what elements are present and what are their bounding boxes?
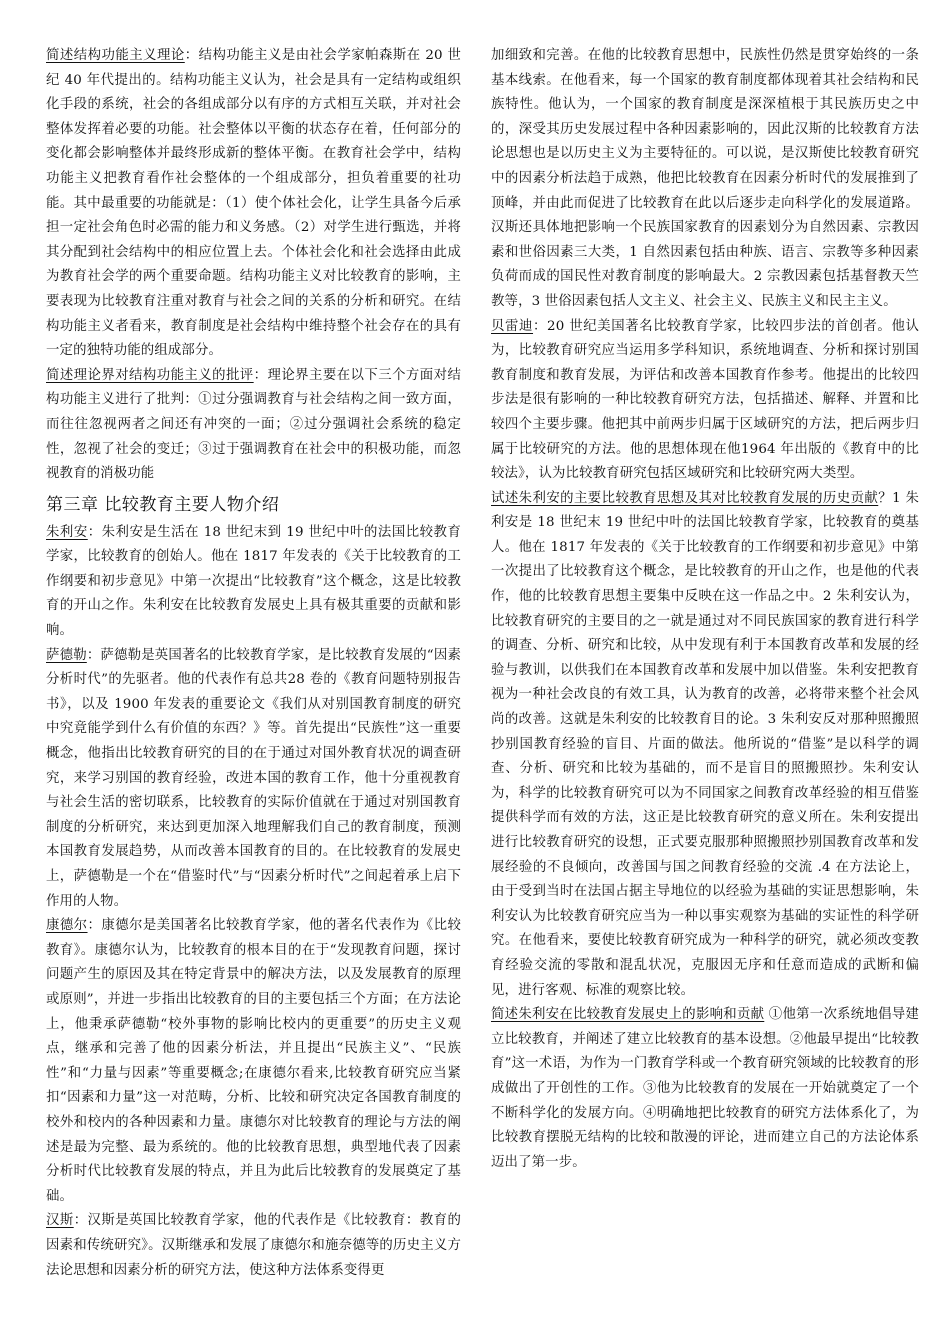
paragraph-hans-continued (491, 44, 919, 315)
paragraph-sadler (46, 644, 461, 915)
paragraph-text: ：萨德勒是英国著名的比较教育学家，是比较教育发展的“因素分析时代”的先驱者。他的代表作有总共28 卷的《教育问题特别报告书》，以及 1900 年发表的重要论文《我们从对别国教育制度的研究中究竟能学到什么有价值的东西？》等。首先提出“民族性”这一重要概念，他指出比较教育研究的目的在于通过对国外教育状况的调查研究，来学习别国的教育经验，改进本国的教育工作，他十分重视教育与社会生活的密切联系，比较教育的实际价值就在于通过对别国教育制度的分析研究，来达到更加深入地理解我们自己的教育制度，预测本国教育发展趋势，从而改善本国教育的目的。在比较教育的发展史上，萨德勒是一个在“借鉴时代”与“因素分析时代”之间起着承上启下作用的人物。 (46, 647, 462, 909)
right-column (491, 44, 919, 1344)
term-heading: 萨德勒 (46, 647, 87, 663)
paragraph-jullien-thought (491, 487, 919, 1003)
paragraph-hans (46, 1209, 461, 1283)
term-heading: 贝雷迪 (491, 318, 534, 334)
paragraph-text: ：结构功能主义是由社会学家帕森斯在 20 世纪 40 年代提出的。结构功能主义认为，社会是具有一定结构或组织化手段的系统，社会的各组成部分以有序的方式相互关联，并对社会整体发挥着必要的功能。社会整体以平衡的状态存在着，任何部分的变化都会影响整体并最终形成新的整体平衡。在教育社会学中，结构功能主义把教育看作社会整体的一个组成部分，担负着重要的社功能。其中最重要的功能就是：（1）使个体社会化，让学生具备今后承担一定社会角色时必需的能力和义务感。（2）对学生进行甄选，并将其分配到社会结构中的相应位置上去。个体社会化和社会选择由此成为教育社会学的两个重要命题。结构功能主义对比较教育的影响，主要表现为比较教育注重对教育与社会之间的关系的分析和研究。在结构功能主义者看来，教育制度是社会结构中维持整个社会存在的具有一定的独特功能的组成部分。 (46, 48, 462, 359)
paragraph-jullien-contribution (491, 1003, 919, 1175)
term-heading: 康德尔 (46, 918, 88, 934)
term-heading: 试述朱利安的主要比较教育思想及其对比较教育发展的历史贡献 (491, 490, 879, 506)
paragraph-text: ？1 朱利安是 18 世纪末 19 世纪中叶的法国比较教育学家，比较教育的奠基人。他在 1817 年发表的《关于比较教育的工作纲要和初步意见》中第一次提出了比较教育这个概念，是比较教育的开山之作，也是他的代表作，他的比较教育思想主要集中反映在这一作品之中。2 朱利安认为，比较教育研究的主要目的之一就是通过对不同民族国家的教育进行科学的调查、分析、研究和比较，从中发现有利于本国教育改革和发展的经验与教训，以供我们在本国教育改革和发展中加以借鉴。朱利安把教育视为一种社会改良的有效工具，认为教育的改善，必将带来整个社会风尚的改善。这就是朱利安的比较教育目的论。3 朱利安反对那种照搬照抄别国教育经验的盲目、片面的做法。他所说的“借鉴”是以科学的调查、分析、研究和比较为基础的，而不是盲目的照搬照抄。朱利安认为，科学的比较教育研究可以为不同国家之间教育改革经验的相互借鉴提供科学而有效的方法，这正是比较教育研究的意义所在。朱利安提出进行比较教育研究的设想，正式要克服那种照搬照抄别国教育改革和发展经验的不良倾向，改善国与国之间教育经验的交流 .4 在方法论上，由于受到当时在法国占据主导地位的以经验为基础的实证思想影响，朱利安认为比较教育研究应当为一种以事实观察为基础的实证性的科学研究。在他看来，要使比较教育研究成为一种科学的研究，就必须改变教育经验交流的零散和混乱状况，克服因无序和任意而造成的武断和偏见，进行客观、标准的观察比较。 (491, 490, 919, 998)
term-heading: 简述朱利安在比较教育发展史上的影响和贡献 (491, 1007, 765, 1023)
paragraph-text: ：汉斯是英国比较教育学家，他的代表作是《比较教育：教育的因素和传统研究》。汉斯继承和发展了康德尔和施奈德等的历史主义方法论思想和因素分析的研究方法，使这种方法体系变得更 (46, 1213, 461, 1278)
term-heading: 简述结构功能主义理论 (46, 48, 185, 63)
paragraph-bereday (491, 315, 919, 487)
chapter-title: 第三章 比较教育主要人物介绍 (46, 494, 280, 515)
paragraph-criticism (46, 364, 461, 487)
paragraph-text: 加细致和完善。在他的比较教育思想中，民族性仍然是贯穿始终的一条基本线索。在他看来，每一个国家的教育制度都体现着其社会结构和民族特性。他认为，一个国家的教育制度是深深植根于其民族历史之中的，深受其历史发展过程中各种因素影响的，因此汉斯的比较教育方法论思想也是以历史主义为主要特征的。可以说，是汉斯使比较教育研究中的因素分析法趋于成熟，他把比较教育在因素分析时代的发展推到了顶峰，并由此而促进了比较教育在此以后逐步走向科学化的发展道路。汉斯还具体地把影响一个民族国家教育的因素划分为自然因素、宗教因素和世俗因素三大类，1 自然因素包括由种族、语言、宗教等多种因素负荷而成的国民性对教育制度的影响最大。2 宗教因素包括基督教天竺教等，3 世俗因素包括人文主义、社会主义、民族主义和民主主义。 (491, 48, 919, 309)
paragraph-jullien (46, 521, 461, 644)
paragraph-kandel (46, 914, 461, 1209)
paragraph-text: ：朱利安是生活在 18 世纪末到 19 世纪中叶的法国比较教育学家，比较教育的创始人。他在 1817 年发表的《关于比较教育的工作纲要和初步意见》中第一次提出“比较教育”这个概念，这是比较教育的开山之作。朱利安在比较教育发展史上具有极其重要的贡献和影响。 (46, 524, 461, 639)
left-column (46, 44, 461, 1344)
paragraph-text: ：20 世纪美国著名比较教育学家，比较四步法的首创者。他认为，比较教育研究应当运用多学科知识，系统地调查、分析和探讨别国教育制度和教育发展，为评估和改善本国教育作参考。他提出的比较四步法是很有影响的一种比较教育研究方法，包括描述、解释、并置和比较四个主要步骤。他把其中前两步归属于区域研究的方法，把后两步归属于比较研究的方法。他的思想体现在他1964 年出版的《教育中的比较法》，认为比较教育研究包括区域研究和比较研究两大类型。 (491, 318, 919, 482)
term-heading: 朱利安 (46, 524, 88, 540)
paragraph-text: ①他第一次系统地倡导建立比较教育，并阐述了建立比较教育的基本设想。②他最早提出“比较教育”这一术语，为作为一门教育学科或一个教育研究领域的比较教育的形成做出了开创性的工作。③他为比较教育的发展在一开始就奠定了一个不断科学化的发展方向。④明确地把比较教育的研究方法体系化了，为比较教育摆脱无结构的比较和散漫的评论，进而建立自己的方法论体系迈出了第一步。 (491, 1007, 919, 1170)
term-heading: 简述理论界对结构功能主义的批评 (46, 367, 254, 383)
paragraph-structural-functionalism (46, 44, 461, 364)
paragraph-text: ：理论界主要在以下三个方面对结构功能主义进行了批判：①过分强调教育与社会结构之间一致方面，而往往忽视两者之间还有冲突的一面；②过分强调社会系统的稳定性，忽视了社会的变迁；③过于强调教育在社会中的积极功能，而忽视教育的消极功能 (46, 367, 462, 482)
paragraph-text: ：康德尔是美国著名比较教育学家，他的著名代表作为《比较教育》。康德尔认为，比较教育的根本目的在于“发现教育问题，探讨问题产生的原因及其在特定背景中的解决方法，以及发展教育的原理或原则”，并进一步指出比较教育的目的主要包括三个方面；在方法论上，他秉承萨德勒“校外事物的影响比校内的更重要”的历史主义观点，继承和完善了他的因素分析法，并且提出“民族主义”、“民族性”和“力量与因素”等重要概念;在康德尔看来,比较教育研究应当紧扣“因素和力量”这一对范畴，分析、比较和研究决定各国教育制度的校外和校内的各种因素和力量。康德尔对比较教育的理论与方法的阐述是最为完整、最为系统的。他的比较教育思想，典型地代表了因素分析时代比较教育发展的特点，并且为此后比较教育的发展奠定了基础。 (46, 918, 461, 1204)
term-heading: 汉斯 (46, 1213, 74, 1229)
